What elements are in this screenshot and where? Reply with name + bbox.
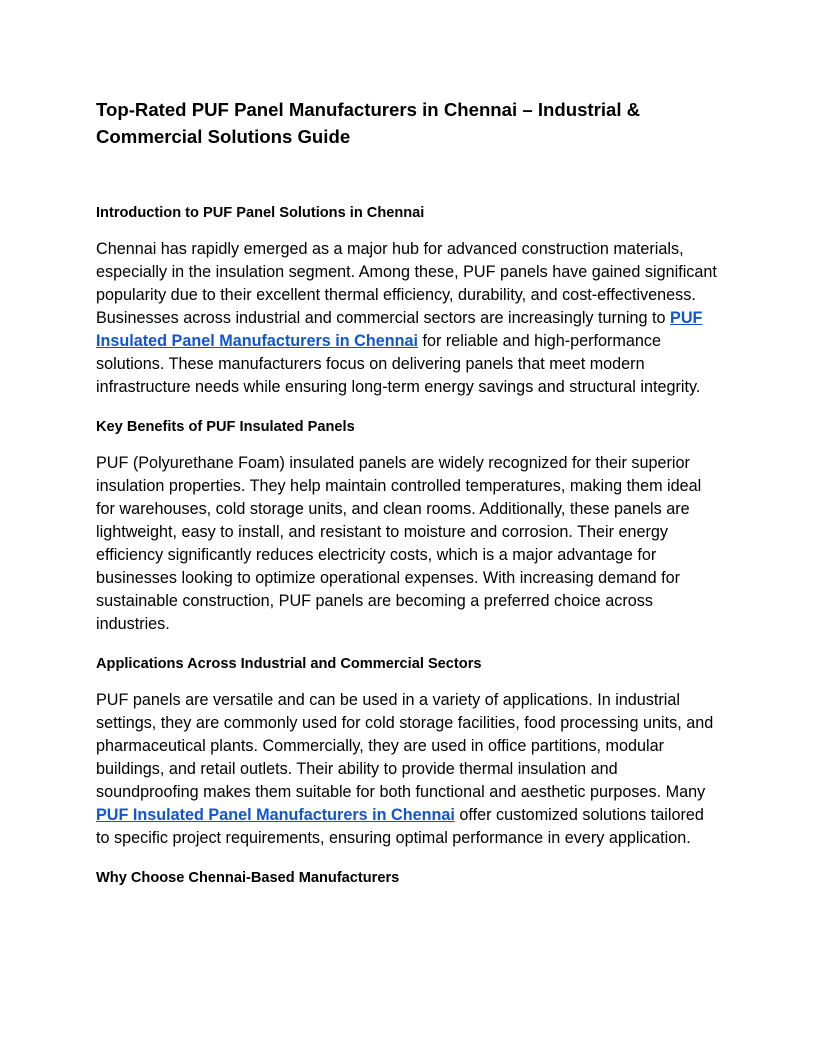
puf-manufacturers-link-1[interactable]: PUF Insulated Panel Manufacturers in Chennai <box>96 309 703 350</box>
paragraph-text: for reliable and high-performance solutions. These manufacturers focus on delivering panels that meet modern infrastructure needs while ensuring long-term energy savings and structural integrity. <box>96 332 701 396</box>
section-heading-why-choose: Why Choose Chennai-Based Manufacturers <box>96 870 400 886</box>
puf-manufacturers-link-2[interactable]: PUF Insulated Panel Manufacturers in Chennai <box>96 806 455 824</box>
section-heading-introduction: Introduction to PUF Panel Solutions in Chennai <box>96 205 425 221</box>
paragraph-text: offer customized solutions tailored to specific project requirements, ensuring optimal performance in every application. <box>96 806 704 847</box>
paragraph-text: Chennai has rapidly emerged as a major hub for advanced construction materials, especially in the insulation segment. Among these, PUF panels have gained significant popularity due to their excellent thermal efficiency, durability, and cost-effectiveness. Businesses across industrial and commercial sectors are increasingly turning to <box>96 240 717 327</box>
document-title: Top-Rated PUF Panel Manufacturers in Chennai – Industrial & Commercial Solutions Guide <box>96 99 641 147</box>
section-paragraph-key-benefits: PUF (Polyurethane Foam) insulated panels are widely recognized for their superior insulation properties. They help maintain controlled temperatures, making them ideal for warehouses, cold storage units, and clean rooms. Additionally, these panels are lightweight, easy to install, and resistant to moisture and corrosion. Their energy efficiency significantly reduces electricity costs, which is a major advantage for businesses looking to optimize operational expenses. With increasing demand for sustainable construction, PUF panels are becoming a preferred choice across industries. <box>96 454 702 633</box>
section-heading-applications: Applications Across Industrial and Commercial Sectors <box>96 656 482 672</box>
section-heading-key-benefits: Key Benefits of PUF Insulated Panels <box>96 419 355 435</box>
section-paragraph-introduction <box>96 238 720 399</box>
paragraph-text: PUF panels are versatile and can be used in a variety of applications. In industrial settings, they are commonly used for cold storage facilities, food processing units, and pharmaceutical plants. Commercially, they are used in office partitions, modular buildings, and retail outlets. Their ability to provide thermal insulation and soundproofing makes them suitable for both functional and aesthetic purposes. Many <box>96 691 714 801</box>
section-paragraph-applications <box>96 689 720 850</box>
